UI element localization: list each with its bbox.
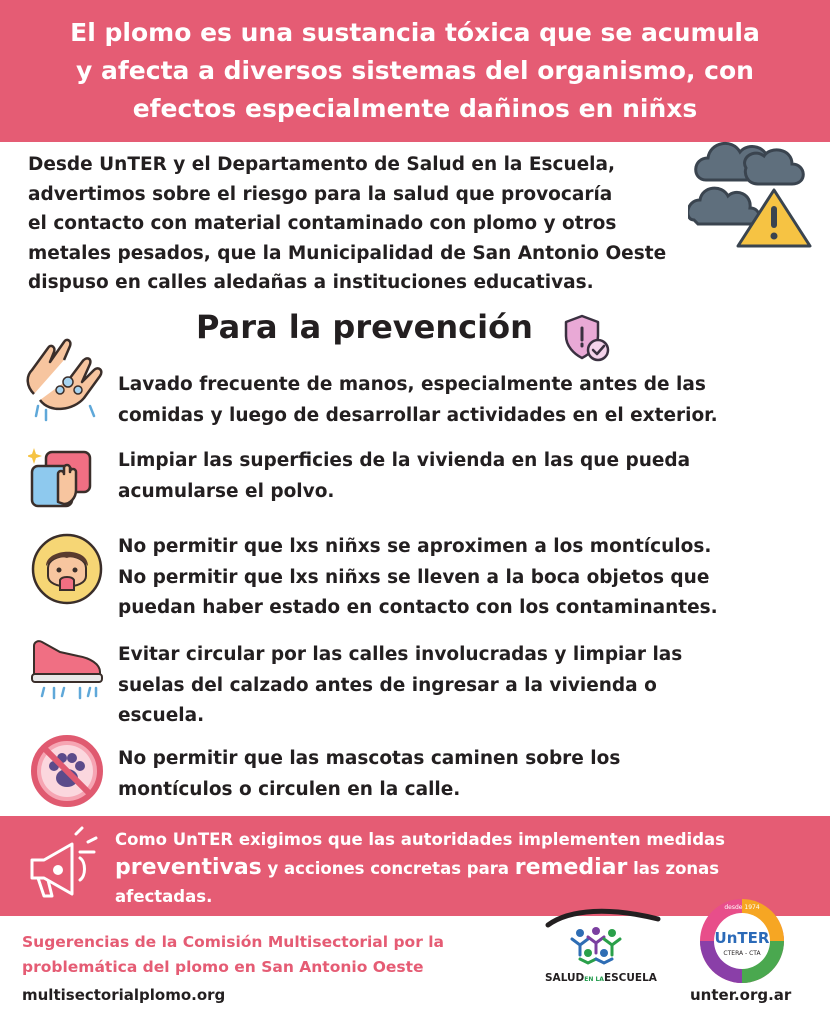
demand-segment: las zonas — [627, 859, 720, 878]
demand-emphasis: preventivas — [115, 855, 262, 880]
item-line: Limpiar las superficies de la vivienda en las que pueda — [118, 450, 691, 471]
demand-text — [115, 826, 725, 911]
prevention-item-text — [118, 744, 620, 805]
child-mouth-icon — [30, 532, 104, 606]
unter-since-text: desde 1974 — [724, 904, 760, 911]
credit-line: Sugerencias de la Comisión Multisectorial por la — [22, 933, 445, 951]
megaphone-icon — [22, 824, 102, 906]
item-line: No permitir que las mascotas caminen sobre los — [118, 748, 621, 769]
shoe-icon — [30, 636, 106, 702]
intro-line: dispuso en calles aledañas a instituciones educativas. — [28, 272, 594, 293]
item-line: montículos o circulen en la calle. — [118, 778, 461, 800]
prevention-item-text — [118, 370, 718, 431]
intro-line: Desde UnTER y el Departamento de Salud en la Escuela, — [28, 154, 616, 175]
escuela-word: ESCUELA — [603, 972, 657, 984]
hand-washing-icon — [20, 336, 106, 422]
intro-line: el contacto con material contaminado con plomo y otros — [28, 213, 617, 234]
intro-line: metales pesados, que la Municipalidad de San Antonio Oeste — [28, 242, 667, 264]
demand-segment: y acciones concretas para — [261, 859, 515, 878]
storm-warning-icon — [688, 128, 820, 250]
demand-line — [115, 854, 725, 883]
salud-escuela-wordmark — [545, 972, 657, 984]
shield-check-icon — [560, 312, 612, 364]
header-line: El plomo es una sustancia tóxica que se acumula — [70, 18, 760, 47]
salud-mid-word: EN LA — [584, 976, 604, 983]
credit-line: problemática del plomo en San Antonio Oeste — [22, 958, 424, 976]
demand-line: afectadas. — [115, 887, 213, 906]
item-line: No permitir que lxs niñxs se aproximen a los montículos. — [118, 536, 712, 557]
prevention-item-text — [118, 446, 690, 507]
item-line: Lavado frecuente de manos, especialmente antes de las — [118, 374, 706, 395]
intro-paragraph — [28, 150, 698, 298]
item-line: Evitar circular por las calles involucradas y limpiar las — [118, 644, 683, 665]
intro-line: advertimos sobre el riesgo para la salud que provocaría — [28, 183, 613, 205]
unter-sub-text: CTERA - CTA — [723, 950, 761, 957]
demand-line: Como UnTER exigimos que las autoridades implementen medidas — [115, 830, 725, 849]
demand-emphasis: remediar — [514, 855, 628, 880]
prevention-title: Para la prevención — [196, 308, 533, 346]
item-line: escuela. — [118, 705, 205, 726]
commission-credit — [22, 930, 542, 980]
multisectorial-link[interactable]: multisectorialplomo.org — [22, 986, 226, 1004]
unter-link[interactable]: unter.org.ar — [690, 986, 792, 1004]
no-pets-icon — [30, 734, 104, 808]
cleaning-cloth-icon — [28, 444, 96, 510]
unter-logo — [698, 897, 786, 985]
prevention-item-text — [118, 532, 718, 624]
header-line: efectos especialmente dañinos en niñxs — [132, 94, 698, 123]
header-banner — [0, 0, 830, 142]
item-line: acumularse el polvo. — [118, 480, 335, 502]
salud-word: SALUD — [545, 972, 585, 984]
item-line: comidas y luego de desarrollar actividades en el exterior. — [118, 404, 718, 426]
item-line: puedan haber estado en contacto con los contaminantes. — [118, 597, 718, 618]
item-line: No permitir que lxs niñxs se lleven a la boca objetos que — [118, 566, 710, 588]
item-line: suelas del calzado antes de ingresar a la vivienda o — [118, 674, 657, 696]
header-line: y afecta a diversos sistemas del organismo, con — [76, 56, 754, 85]
prevention-item-text — [118, 640, 682, 732]
unter-name-text: UnTER — [714, 929, 770, 947]
